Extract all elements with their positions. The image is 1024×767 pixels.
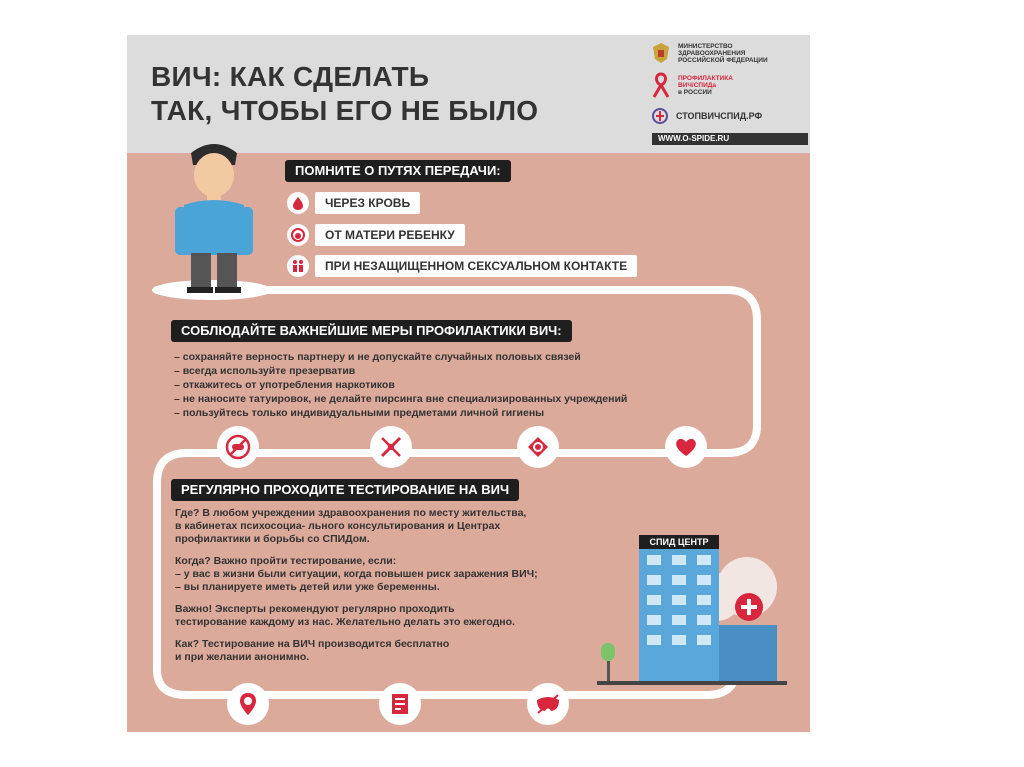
red-ribbon-icon xyxy=(650,71,672,99)
testing-line: и при желании анонимно. xyxy=(175,651,310,663)
campaign-line-3: в РОССИИ xyxy=(678,88,712,96)
testing-how xyxy=(175,638,538,664)
testing-line: Как? Тестирование на ВИЧ производится бесплатно xyxy=(175,638,450,650)
route-label: ПРИ НЕЗАЩИЩЕННОМ СЕКСУАЛЬНОМ КОНТАКТЕ xyxy=(315,255,637,277)
building-sign: СПИД ЦЕНТР xyxy=(639,535,719,549)
man-illustration xyxy=(169,135,259,295)
title-line-1: ВИЧ: КАК СДЕЛАТЬ xyxy=(151,61,430,92)
no-casual-sex-icon xyxy=(217,426,259,468)
anonymous-mask-icon xyxy=(527,683,569,725)
route-item xyxy=(287,192,420,214)
logos-block xyxy=(642,35,810,153)
testing-line: – вы планируете иметь детей или уже беременны. xyxy=(175,581,440,593)
section-transmission-heading: ПОМНИТЕ О ПУТЯХ ПЕРЕДАЧИ: xyxy=(285,160,511,182)
testing-info xyxy=(175,507,538,673)
route-label: ОТ МАТЕРИ РЕБЕНКУ xyxy=(315,224,465,246)
prevention-item: – сохраняйте верность партнеру и не допускайте случайных половых связей xyxy=(174,351,581,363)
coat-of-arms-icon xyxy=(650,41,672,65)
route-item xyxy=(287,255,637,277)
ministry-line-1: МИНИСТЕРСТВО xyxy=(678,42,733,50)
section-prevention-heading: СОБЛЮДАЙТЕ ВАЖНЕЙШИЕ МЕРЫ ПРОФИЛАКТИКИ ВИЧ: xyxy=(171,320,572,342)
stop-hiv-logo-icon xyxy=(650,107,670,125)
location-pin-icon xyxy=(227,683,269,725)
title-line-2: ТАК, ЧТОБЫ ЕГО НЕ БЫЛО xyxy=(151,95,539,126)
ministry-line-2: ЗДРАВООХРАНЕНИЯ xyxy=(678,49,746,57)
section-testing-heading: РЕГУЛЯРНО ПРОХОДИТЕ ТЕСТИРОВАНИЕ НА ВИЧ xyxy=(171,479,519,501)
testing-line: в кабинетах психосоциа- льного консультирования и Центрах xyxy=(175,520,501,532)
prevention-item: – не наносите татуировок, не делайте пирсинга вне специализированных учреждений xyxy=(174,393,628,405)
testing-line: тестирование каждому из нас. Желательно делать это ежегодно. xyxy=(175,616,515,628)
prevention-item: – пользуйтесь только индивидуальными предметами личной гигиены xyxy=(174,407,545,419)
mother-child-icon xyxy=(287,224,309,246)
no-drugs-icon xyxy=(370,426,412,468)
prevention-item: – всегда используйте презерватив xyxy=(174,365,356,377)
testing-where xyxy=(175,507,538,546)
ministry-logo xyxy=(650,41,773,65)
testing-line: профилактики и борьбы со СПИДом. xyxy=(175,533,370,545)
testing-line: – у вас в жизни были ситуации, когда повышен риск заражения ВИЧ; xyxy=(175,568,538,580)
testing-line: Где? В любом учреждении здравоохранения по месту жительства, xyxy=(175,507,527,519)
poster xyxy=(127,35,810,732)
heart-icon xyxy=(665,426,707,468)
campaign-line-2: ВИЧ/СПИДа xyxy=(678,81,717,89)
testing-when xyxy=(175,555,538,594)
campaign-line-1: ПРОФИЛАКТИКА xyxy=(678,74,733,82)
document-icon xyxy=(379,683,421,725)
testing-important xyxy=(175,603,538,629)
testing-line: Когда? Важно пройти тестирование, если: xyxy=(175,555,397,567)
stop-logo xyxy=(650,107,762,125)
site-url: WWW.O-SPIDE.RU xyxy=(652,133,808,145)
route-label: ЧЕРЕЗ КРОВЬ xyxy=(315,192,420,214)
campaign-logo xyxy=(650,71,773,99)
condom-icon xyxy=(517,426,559,468)
blood-drop-icon xyxy=(287,192,309,214)
poster-title xyxy=(151,60,538,128)
couple-icon xyxy=(287,255,309,277)
prevention-list xyxy=(174,350,627,420)
stop-site-label: СТОПВИЧСПИД.РФ xyxy=(676,111,763,121)
testing-line: Важно! Эксперты рекомендуют регулярно проходить xyxy=(175,603,455,615)
ministry-line-3: РОССИЙСКОЙ ФЕДЕРАЦИИ xyxy=(678,56,768,64)
prevention-item: – откажитесь от употребления наркотиков xyxy=(174,379,395,391)
route-item xyxy=(287,224,465,246)
aids-center-building xyxy=(597,525,787,685)
